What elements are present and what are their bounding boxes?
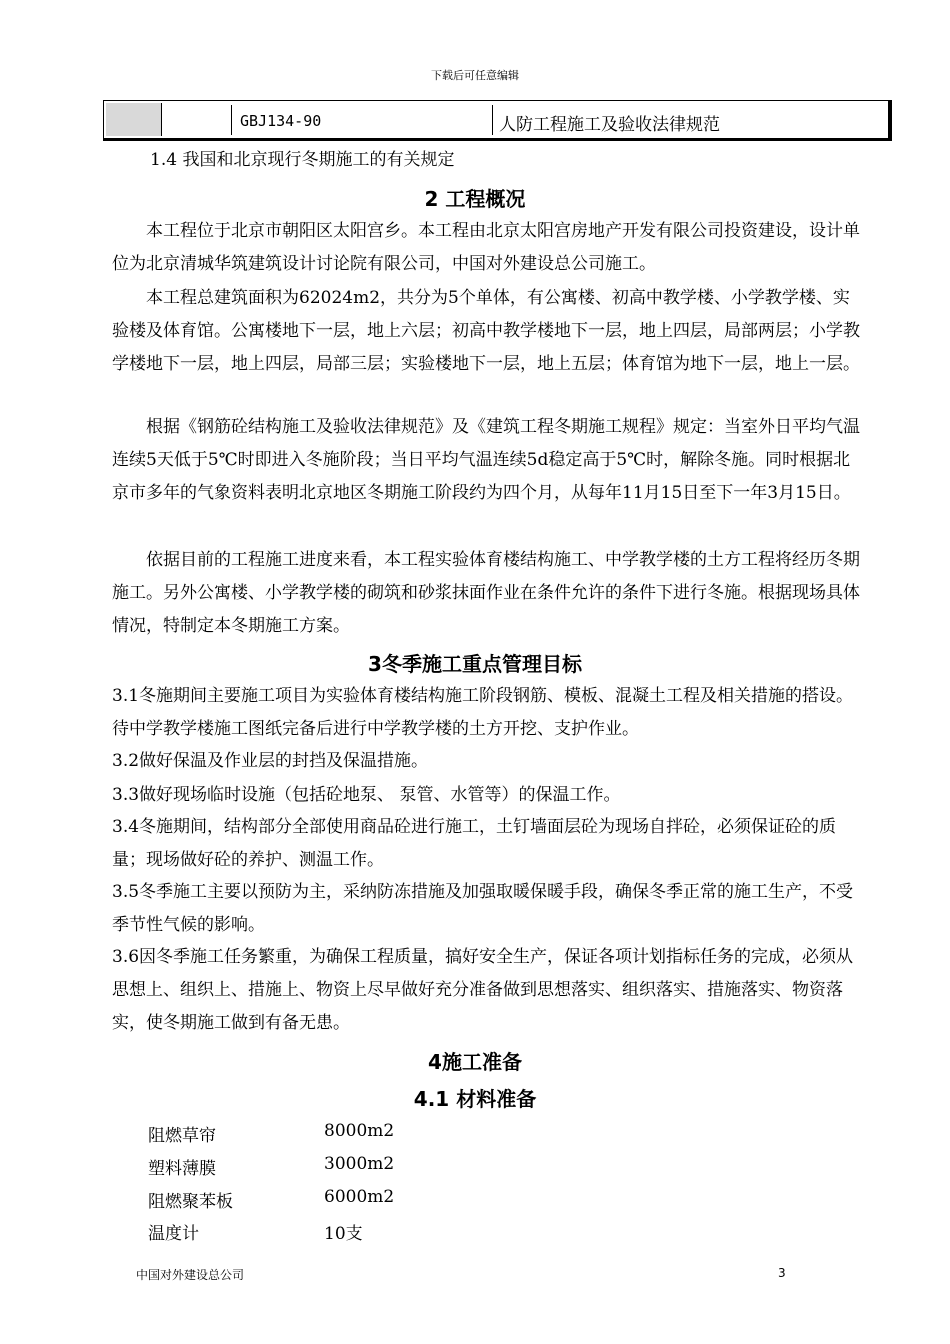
table-divider xyxy=(492,105,493,135)
section-2-paragraph: 本工程总建筑面积为62024m2，共分为5个单体，有公寓楼、初高中教学楼、小学教学楼、实验楼及体育馆。公寓楼地下一层，地上六层；初高中教学楼地下一层，地上四层，局部两层；小学教学楼地下一层，地上四层，局部三层；实验楼地下一层，地上五层；体育馆为地下一层，地上一层。 xyxy=(112,288,860,374)
section-3-item: 3.3做好现场临时设施（包括砼地泵、 泵管、水管等）的保温工作。 xyxy=(112,785,621,805)
item-1-4: 1.4 我国和北京现行冬期施工的有关规定 xyxy=(150,150,455,170)
section-3-item: 3.2做好保温及作业层的封挡及保温措施。 xyxy=(112,751,429,771)
section-3-item: 3.4冬施期间，结构部分全部使用商品砼进行施工，土钉墙面层砼为现场自拌砼，必须保证砼的质量；现场做好砼的养护、测温工作。 xyxy=(112,817,837,870)
material-name: 阻燃聚苯板 xyxy=(148,1192,233,1212)
section-2-title: 2 工程概况 xyxy=(424,187,526,211)
material-qty: 3000m2 xyxy=(324,1154,395,1174)
footer-company: 中国对外建设总公司 xyxy=(136,1268,245,1282)
standard-name: 人防工程施工及验收法律规范 xyxy=(499,115,720,135)
table-divider xyxy=(231,105,232,135)
section-2-paragraph: 依据目前的工程施工进度来看，本工程实验体育楼结构施工、中学教学楼的土方工程将经历冬期施工。另外公寓楼、小学教学楼的砌筑和砂浆抹面作业在条件允许的条件下进行冬施。根据现场具体情况，特制定本冬期施工方案。 xyxy=(112,550,860,636)
section-2-paragraph: 根据《钢筋砼结构施工及验收法律规范》及《建筑工程冬期施工规程》规定：当室外日平均气温连续5天低于5℃时即进入冬施阶段；当日平均气温连续5d稳定高于5℃时，解除冬施。同时根据北京市多年的气象资料表明北京地区冬期施工阶段约为四个月，从每年11月15日至下一年3月15日。 xyxy=(112,417,860,503)
section-3-item: 3.1冬施期间主要施工项目为实验体育楼结构施工阶段钢筋、模板、混凝土工程及相关措施的搭设。待中学教学楼施工图纸完备后进行中学教学楼的土方开挖、支护作业。 xyxy=(112,686,854,739)
section-2-paragraph: 本工程位于北京市朝阳区太阳宫乡。本工程由北京太阳宫房地产开发有限公司投资建设，设计单位为北京清城华筑建筑设计讨论院有限公司，中国对外建设总公司施工。 xyxy=(112,221,860,274)
page-header: 下载后可任意编辑 xyxy=(431,69,519,82)
material-qty: 8000m2 xyxy=(324,1121,395,1141)
material-qty: 10支 xyxy=(324,1224,363,1244)
material-qty: 6000m2 xyxy=(324,1187,395,1207)
standard-code: GBJ134-90 xyxy=(240,112,322,130)
material-name: 塑料薄膜 xyxy=(148,1159,216,1179)
section-4-title: 4施工准备 xyxy=(428,1050,522,1074)
standards-table-row xyxy=(103,100,892,141)
section-3-item: 3.6因冬季施工任务繁重，为确保工程质量，搞好安全生产，保证各项计划指标任务的完成，必须从思想上、组织上、措施上、物资上尽早做好充分准备做到思想落实、组织落实、措施落实、物资落实，使冬期施工做到有备无患。 xyxy=(112,947,854,1033)
section-4-1-title: 4.1 材料准备 xyxy=(413,1087,537,1111)
section-3-title: 3冬季施工重点管理目标 xyxy=(368,652,582,676)
material-name: 温度计 xyxy=(148,1224,199,1244)
table-shaded-cell xyxy=(106,103,162,136)
material-name: 阻燃草帘 xyxy=(148,1126,216,1146)
section-3-item: 3.5冬季施工主要以预防为主，采纳防冻措施及加强取暖保暖手段，确保冬季正常的施工生产，不受季节性气候的影响。 xyxy=(112,882,854,935)
footer-page-number: 3 xyxy=(778,1266,786,1280)
